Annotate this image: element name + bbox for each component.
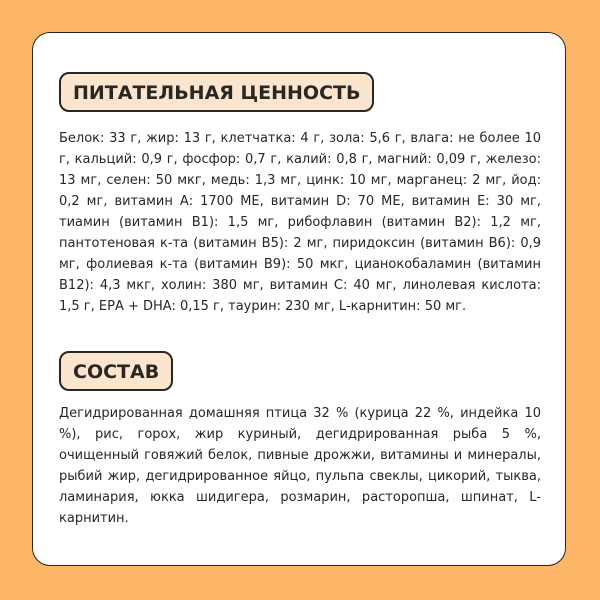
nutrition-text: Белок: 33 г, жир: 13 г, клетчатка: 4 г, зола: 5,6 г, влага: не более 10 г, кальций: 0,9 г, фосфор: 0,7 г, калий: 0,8 г, магний: 0,09 г, железо: 13 мг, селен: 50 мкг, медь: 1,3 мг, цинк: 10 мг, марганец: 2 мг, йод: 0,2 мг, витамин А: 1700 МЕ, витамин D: 70 МЕ, витамин Е: 30 мг, тиамин (витамин В1): 1,5 мг, рибофлавин (витамин В2): 1,2 мг, пантотеновая к-та (витамин В5): 2 мг, пиридоксин (витамин В6): 0,9 мг, фолиевая к-та (витамин В9): 50 мкг, цианокобаламин (витамин В12): 4,3 мкг, холин: 380 мг, витамин С: 40 мг, линолевая кислота: 1,5 г, ЕРА + DHA: 0,15 г, таурин: 230 мг, L-карнитин: 50 мг. [59,131,541,314]
info-card [32,32,566,566]
nutrition-title: ПИТАТЕЛЬНАЯ ЦЕННОСТЬ [59,72,374,112]
composition-text: Дегидрированная домашняя птица 32 % (курица 22 %, индейка 10 %), рис, горох, жир куриный, дегидрированная рыба 5 %, очищенный говяжий белок, пивные дрожжи, витамины и минералы, рыбий жир, дегидрированное яйцо, пульпа свеклы, цикорий, тыква, ламинария, юкка шидигера, розмарин, расторопша, шпинат, L-карнитин. [59,406,541,526]
composition-title: СОСТАВ [59,351,173,391]
